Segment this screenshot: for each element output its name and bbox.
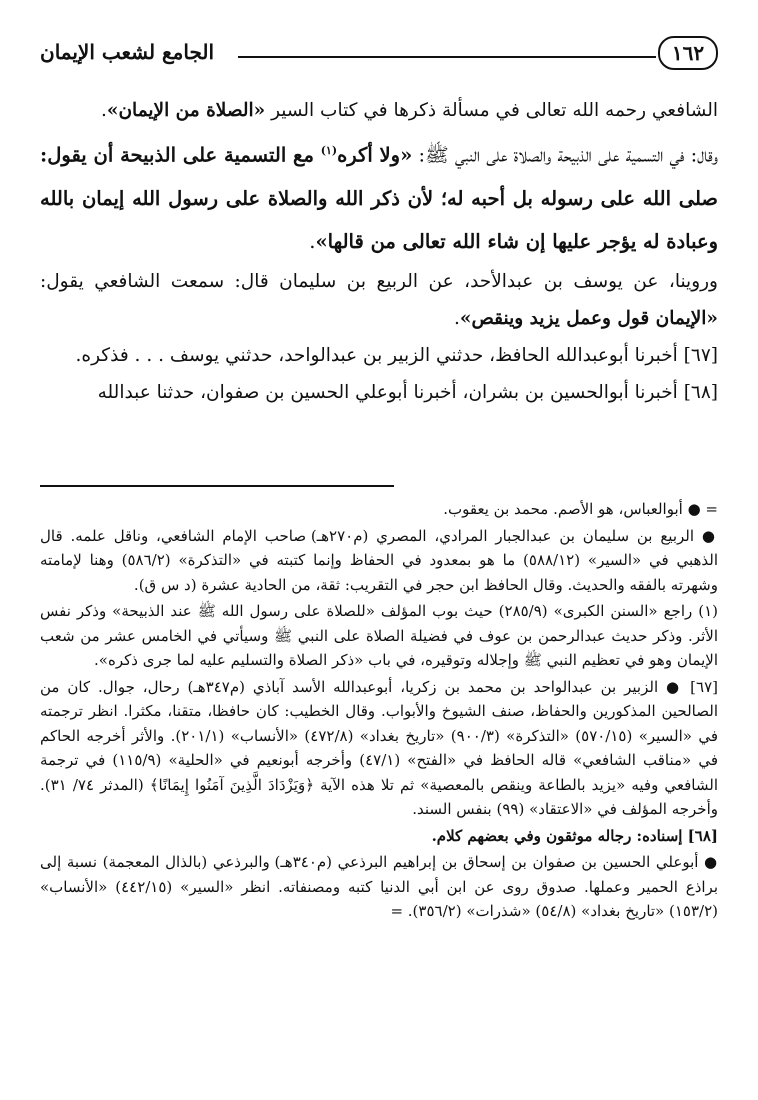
p1-bold: «الصلاة من الإيمان» (106, 100, 266, 121)
running-title: الجامع لشعب الإيمان (40, 40, 215, 64)
p2-text: وقال: في التسمية على الذبيحة والصلاة على النبي ﷺ: (412, 143, 718, 167)
paragraph-3 (40, 263, 718, 337)
note-5: [٦٨] إسناده: رجاله موثقون وفي بعضهم كلام. (431, 826, 718, 845)
note-6: ● أبوعلي الحسين بن صفوان بن إسحاق بن إبراهيم البرذعي (م٣٤٠هـ) والبرذعي (بالذال المعجمة) نسبة إلى براذع الحمير وعملها. صدوق روى عن ابن أبي الدنيا كتبه ومصنفاته. انظر «السير» (٤٤٢/١٥) «الأنساب» (١٥٣/٢) «تاريخ بغداد» (٥٤/٨) «شذرات» (٣٥٦/٢). = (40, 853, 718, 920)
paragraph-5: [٦٨] أخبرنا أبوالحسين بن بشران، أخبرنا أبوعلي الحسين بن صفوان، حدثنا عبدالله (97, 381, 718, 403)
paragraph-1 (40, 92, 718, 129)
note-4: [٦٧] ● الزبير بن عبدالواحد بن محمد بن زكريا، أبوعبدالله الأسد آباذي (م٣٤٧هـ) رحال، جوال. كان من الصالحين المذكورين والحفاظ، صنف الشيوخ والأبواب. وقال الخطيب: كان حافظا، متقنا، مكثرا. انظر ترجمته في «السير» (٥٧٠/١٥) «التذكرة» (٩٠٠/٣) «تاريخ بغداد» (٤٧٢/٨) «الأنساب» (٢٠١/١). والأثر أخرجه الحاكم في «مناقب الشافعي» قاله الحافظ في «الفتح» (٤٧/١) وأخرجه أبونعيم في «الحلية» (١١٥/٩) في ترجمة الشافعي وفيه «يزيد بالطاعة وينقص بالمعصية» ثم تلا هذه الآية ﴿وَيَزْدَادَ الَّذِينَ آمَنُوا إِيمَانًا﴾ (المدثر ٧٤/ ٣١). وأخرجه المؤلف في «الاعتقاد» (٩٩) بنفس السند. (40, 677, 719, 818)
p1-end: . (101, 100, 107, 121)
p2-bold-1: «ولا أكره (337, 143, 413, 167)
p1-text: الشافعي رحمه الله تعالى في مسألة ذكرها في كتاب السير (265, 100, 718, 121)
page-number: ١٦٢ (658, 36, 718, 70)
footnote-rule (40, 485, 394, 487)
p3-bold: «الإيمان قول وعمل يزيد وينقص» (459, 307, 718, 329)
page-header (40, 36, 718, 70)
header-rule (238, 56, 656, 58)
p3-text: وروينا، عن يوسف بن عبدالأحد، عن الربيع بن سليمان قال: سمعت الشافعي يقول: (40, 270, 718, 292)
footnotes (40, 497, 718, 924)
note-1: = ● أبوالعباس، هو الأصم. محمد بن يعقوب. (443, 500, 718, 518)
p2-bold-2: مع التسمية على الذبيحة أن يقول: صلى الله على رسوله بل أحبه له؛ لأن ذكر الله والصلاة على رسول الله إيمان بالله وعبادة له يؤجر عليها إن شاء الله تعالى من قالها» (40, 143, 718, 253)
note-2: ● الربيع بن سليمان بن عبدالجبار المرادي، المصري (م٢٧٠هـ) صاحب الإمام الشافعي، وناقل علمه. قال الذهبي في «السير» (٥٨٨/١٢) ما هو بمعدود في الحفاظ وإنما كتبته في «التذكرة» (٥٨٦/٢) وهنا لإمامته وشهرته بالفقه والحديث. وقال الحافظ ابن حجر في التقريب: ثقة، من الحادية عشرة (د س ق). (40, 526, 719, 594)
paragraph-4: [٦٧] أخبرنا أبوعبدالله الحافظ، حدثني الزبير بن عبدالواحد، حدثني يوسف . . . فذكره. (75, 344, 718, 366)
p3-end: . (454, 307, 460, 329)
main-text (40, 92, 718, 411)
paragraph-2 (40, 129, 718, 263)
p2-end: . (309, 229, 316, 253)
note-3: (١) راجع «السنن الكبرى» (٢٨٥/٩) حيث بوب المؤلف «للصلاة على رسول الله ﷺ عند الذبيحة» وذكر نفس الأثر. وذكر حديث عبدالرحمن بن عوف في فضيلة الصلاة على النبي ﷺ وسيأتي في الخامس عشر من شعب الإيمان وهو في تعظيم النبي ﷺ وإجلاله وتوقيره، في باب «ذكر الصلاة والتسليم عليه لما جرى ذكره». (40, 602, 718, 669)
footnote-ref-1[interactable]: (١) (320, 144, 338, 157)
